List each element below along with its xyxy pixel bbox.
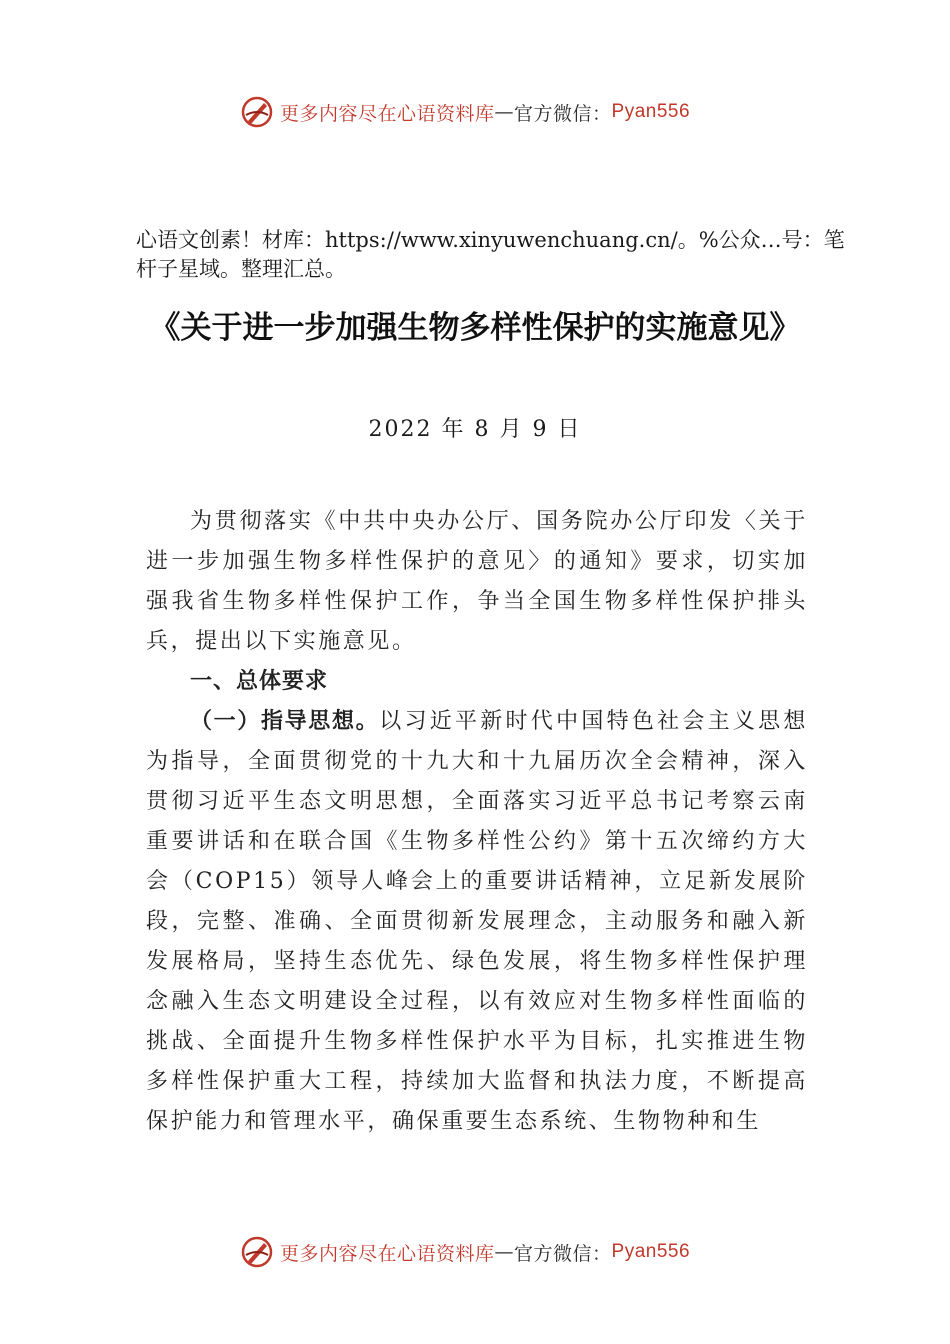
banner-account: Pyan556: [611, 1241, 691, 1262]
banner-dark-text: 官方微信：: [514, 102, 612, 125]
banner-dash: —: [494, 1241, 515, 1263]
banner-account: Pyan556: [611, 101, 691, 122]
intro-paragraph: 为贯彻落实《中共中央办公厅、国务院办公厅印发〈关于进一步加强生物多样性保护的意见〉的通知》要求，切实加强我省生物多样性保护工作，争当全国生物多样性保护排头兵，提出以下实施意见。: [146, 509, 808, 654]
guiding-paragraph: [146, 702, 808, 1142]
banner-dash: —: [494, 101, 515, 123]
header-banner: [240, 92, 690, 132]
banner-red-text: 更多内容尽在心语资料库: [280, 1242, 495, 1265]
pen-logo-icon: [240, 95, 274, 129]
section-heading: 一、总体要求: [190, 669, 329, 694]
subsection-label: （一）指导思想。: [190, 709, 380, 734]
subsection-text: 以习近平新时代中国特色社会主义思想为指导，全面贯彻党的十九大和十九届历次全会精神，深入贯彻习近平生态文明思想，全面落实习近平总书记考察云南重要讲话和在联合国《生物多样性公约》第十五次缔约方大会（COP15）领导人峰会上的重要讲话精神，立足新发展阶段，完整、准确、全面贯彻新发展理念，主动服务和融入新发展格局，坚持生态优先、绿色发展，将生物多样性保护理念融入生态文明建设全过程，以有效应对生物多样性面临的挑战、全面提升生物多样性保护水平为目标，扎实推进生物多样性保护重大工程，持续加大监督和执法力度，不断提高保护能力和管理水平，确保重要生态系统、生物物种和生: [146, 709, 808, 1134]
footer-banner: [240, 1232, 690, 1272]
document-title: 《关于进一步加强生物多样性保护的实施意见》: [149, 310, 801, 346]
source-notice: 心语文创素！材库：https://www.xinyuwenchuang.cn/。%公众…号：笔杆子星域。整理汇总。: [136, 228, 845, 281]
pen-logo-icon: [240, 1235, 274, 1269]
banner-red-text: 更多内容尽在心语资料库: [280, 102, 495, 125]
document-date: 2022 年 8 月 9 日: [368, 417, 582, 442]
banner-dark-text: 官方微信：: [514, 1242, 612, 1265]
document-body: [146, 502, 808, 1142]
